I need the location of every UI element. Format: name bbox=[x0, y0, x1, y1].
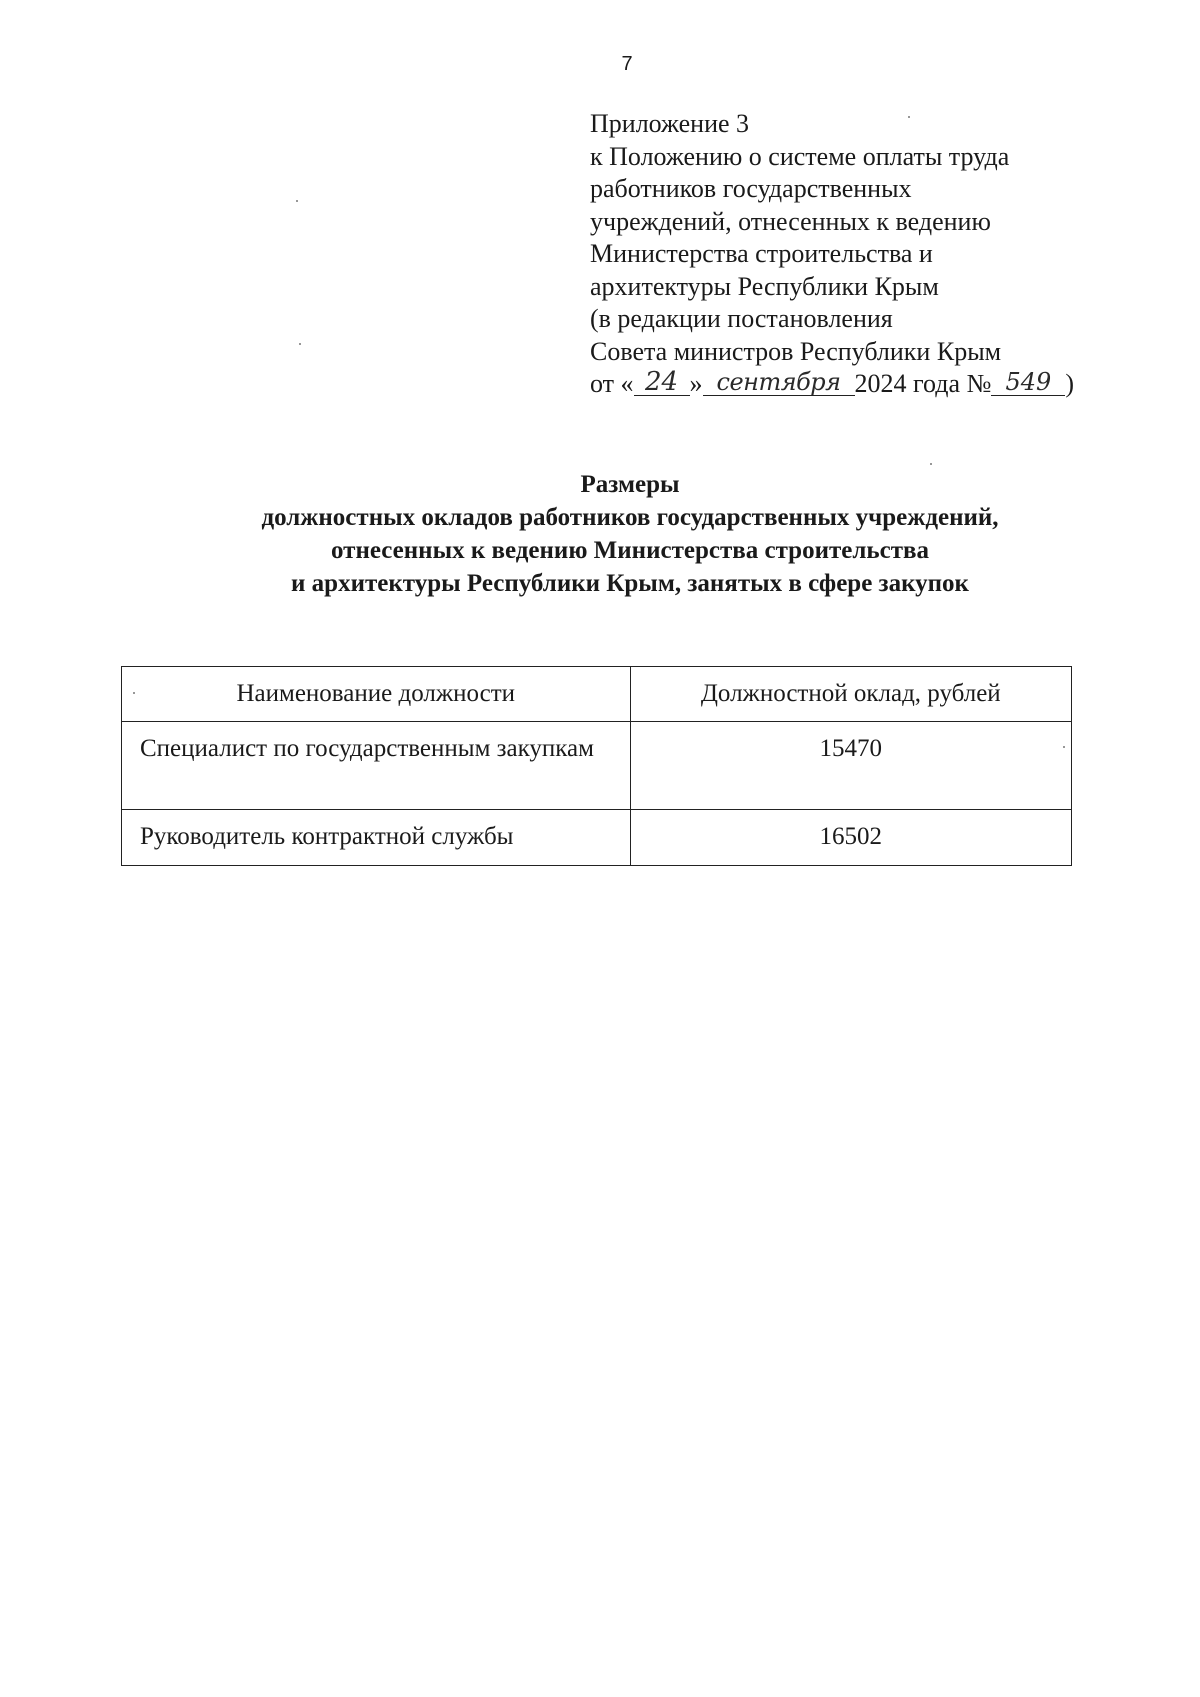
scan-speck bbox=[133, 692, 135, 694]
resolution-date-line bbox=[590, 368, 1110, 401]
date-quote-close: » bbox=[689, 369, 703, 398]
appendix-line: к Положению о системе оплаты труда bbox=[590, 141, 1010, 171]
table-row bbox=[122, 810, 1072, 866]
appendix-header bbox=[590, 108, 1110, 401]
title-line-3: отнесенных к ведению Министерства строительства bbox=[331, 537, 929, 564]
header-position: Наименование должности bbox=[122, 667, 631, 722]
document-title bbox=[100, 468, 1160, 600]
appendix-line: (в редакции постановления bbox=[590, 304, 893, 333]
scan-speck bbox=[296, 200, 298, 202]
title-line-1: Размеры bbox=[580, 471, 680, 498]
position-cell: Руководитель контрактной службы bbox=[122, 810, 631, 866]
scan-speck bbox=[299, 343, 301, 345]
appendix-line: учреждений, отнесенных к ведению bbox=[590, 206, 991, 236]
appendix-line: работников государственных bbox=[590, 174, 912, 203]
handwritten-resolution-number: 549 bbox=[991, 369, 1065, 396]
scan-speck bbox=[1063, 746, 1065, 748]
appendix-line: Совета министров Республики Крым bbox=[590, 336, 1002, 366]
position-cell: Специалист по государственным закупкам bbox=[122, 722, 631, 810]
title-line-4: и архитектуры Республики Крым, занятых в сфере закупок bbox=[291, 570, 969, 597]
header-salary: Должностной оклад, рублей bbox=[630, 667, 1071, 722]
scan-speck bbox=[908, 116, 910, 118]
salary-cell: 15470 bbox=[630, 722, 1071, 810]
salary-table bbox=[121, 666, 1072, 866]
table-row bbox=[122, 722, 1072, 810]
appendix-title: Приложение 3 bbox=[590, 109, 750, 138]
scan-speck bbox=[930, 463, 932, 465]
year-text: 2024 года № bbox=[854, 369, 992, 398]
appendix-line: Министерства строительства и bbox=[590, 239, 933, 268]
appendix-line: архитектуры Республики Крым bbox=[590, 271, 939, 301]
closing-paren: ) bbox=[1065, 369, 1075, 398]
page-number: 7 bbox=[621, 53, 633, 75]
handwritten-month: сентября bbox=[703, 369, 855, 396]
title-line-2: должностных окладов работников государственных учреждений, bbox=[261, 504, 999, 531]
handwritten-day: 24 bbox=[634, 369, 690, 396]
table-header-row bbox=[122, 667, 1072, 722]
date-prefix: от « bbox=[590, 369, 634, 398]
salary-cell: 16502 bbox=[630, 810, 1071, 866]
